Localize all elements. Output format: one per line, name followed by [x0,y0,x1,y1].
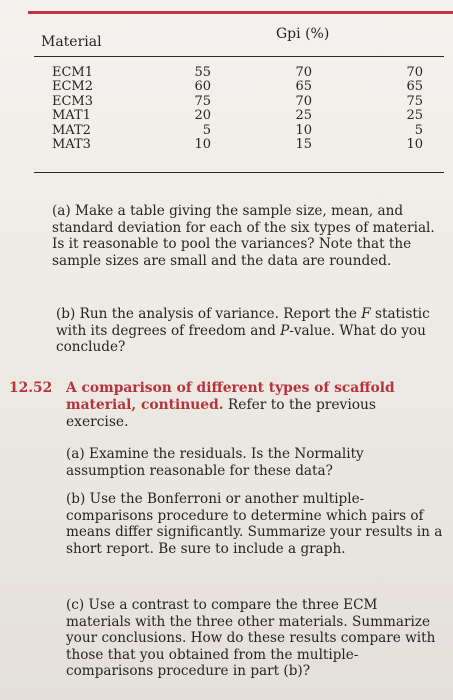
p-symbol: P [280,322,290,339]
exercise-number: 12.52 [9,380,53,396]
table-cell: 70 [406,65,423,80]
table-cell: 55 [194,65,211,80]
table-cell: MAT3 [52,136,91,152]
table-cell: 10 [295,122,312,138]
table-cell: 10 [194,136,211,152]
table-header-rule [34,56,444,57]
table-cell: MAT2 [52,122,91,138]
table-bottom-rule [34,172,444,173]
table-cell: MAT1 [52,108,91,124]
table-cell: 5 [202,122,211,138]
table-cell: 25 [406,108,423,124]
table-cell: 20 [194,108,211,124]
gpi-column-2 [290,66,312,152]
table-cell: 60 [194,79,211,95]
exercise-title: A comparison of different types of scaffold material, continued. [66,380,395,413]
exercise-heading [66,380,436,431]
gpi-column-3 [401,66,423,152]
question-a: (a) Examine the residuals. Is the Normality assumption reasonable for these data? [66,446,364,479]
table-cell: ECM3 [52,93,94,109]
table-cell: 70 [295,93,312,109]
table-cell: 65 [295,79,312,95]
question-b: (b) Use the Bonferroni or another multiple-comparisons procedure to determine which pairs of means differ significantly. Summarize your results in a short report. Be sure to include a graph. [66,491,443,557]
table-cell: 75 [406,93,423,109]
table-cell: 65 [406,79,423,95]
part-a-text: (a) Make a table giving the sample size, mean, and standard deviation for each of the six types of material. Is it reasonable to pool the variances? Note that the sample sizes are small and the data are rounded. [52,203,435,269]
table-header-material: Material [41,34,102,50]
text-fragment: -value. What do you conclude? [56,322,426,356]
exercise-intro: Refer to the previous exercise. [66,397,377,430]
question-c: (c) Use a contrast to compare the three ECM materials with the three other materials. Summarize your conclusions. How do these results compare with those that you obtained from the multiple-comparisons procedure in part (b)? [66,597,436,680]
table-header-gpi: Gpi (%) [276,26,330,42]
red-top-rule [28,11,453,14]
table-cell: 5 [414,122,423,138]
table-cell: 25 [295,108,312,124]
table-cell: 75 [194,93,211,109]
f-symbol: F [361,306,371,322]
table-cell: ECM2 [52,79,94,95]
table-cell: ECM1 [52,65,94,80]
table-cell: 15 [295,136,312,152]
part-b-text [56,306,446,356]
text-fragment: (b) Run the analysis of variance. Report the [56,306,362,322]
material-column [52,66,93,152]
gpi-column-1 [189,66,211,152]
text-fragment: statistic with its degrees of freedom and [56,306,430,339]
table-cell: 10 [406,136,423,152]
table-cell: 70 [295,65,312,80]
